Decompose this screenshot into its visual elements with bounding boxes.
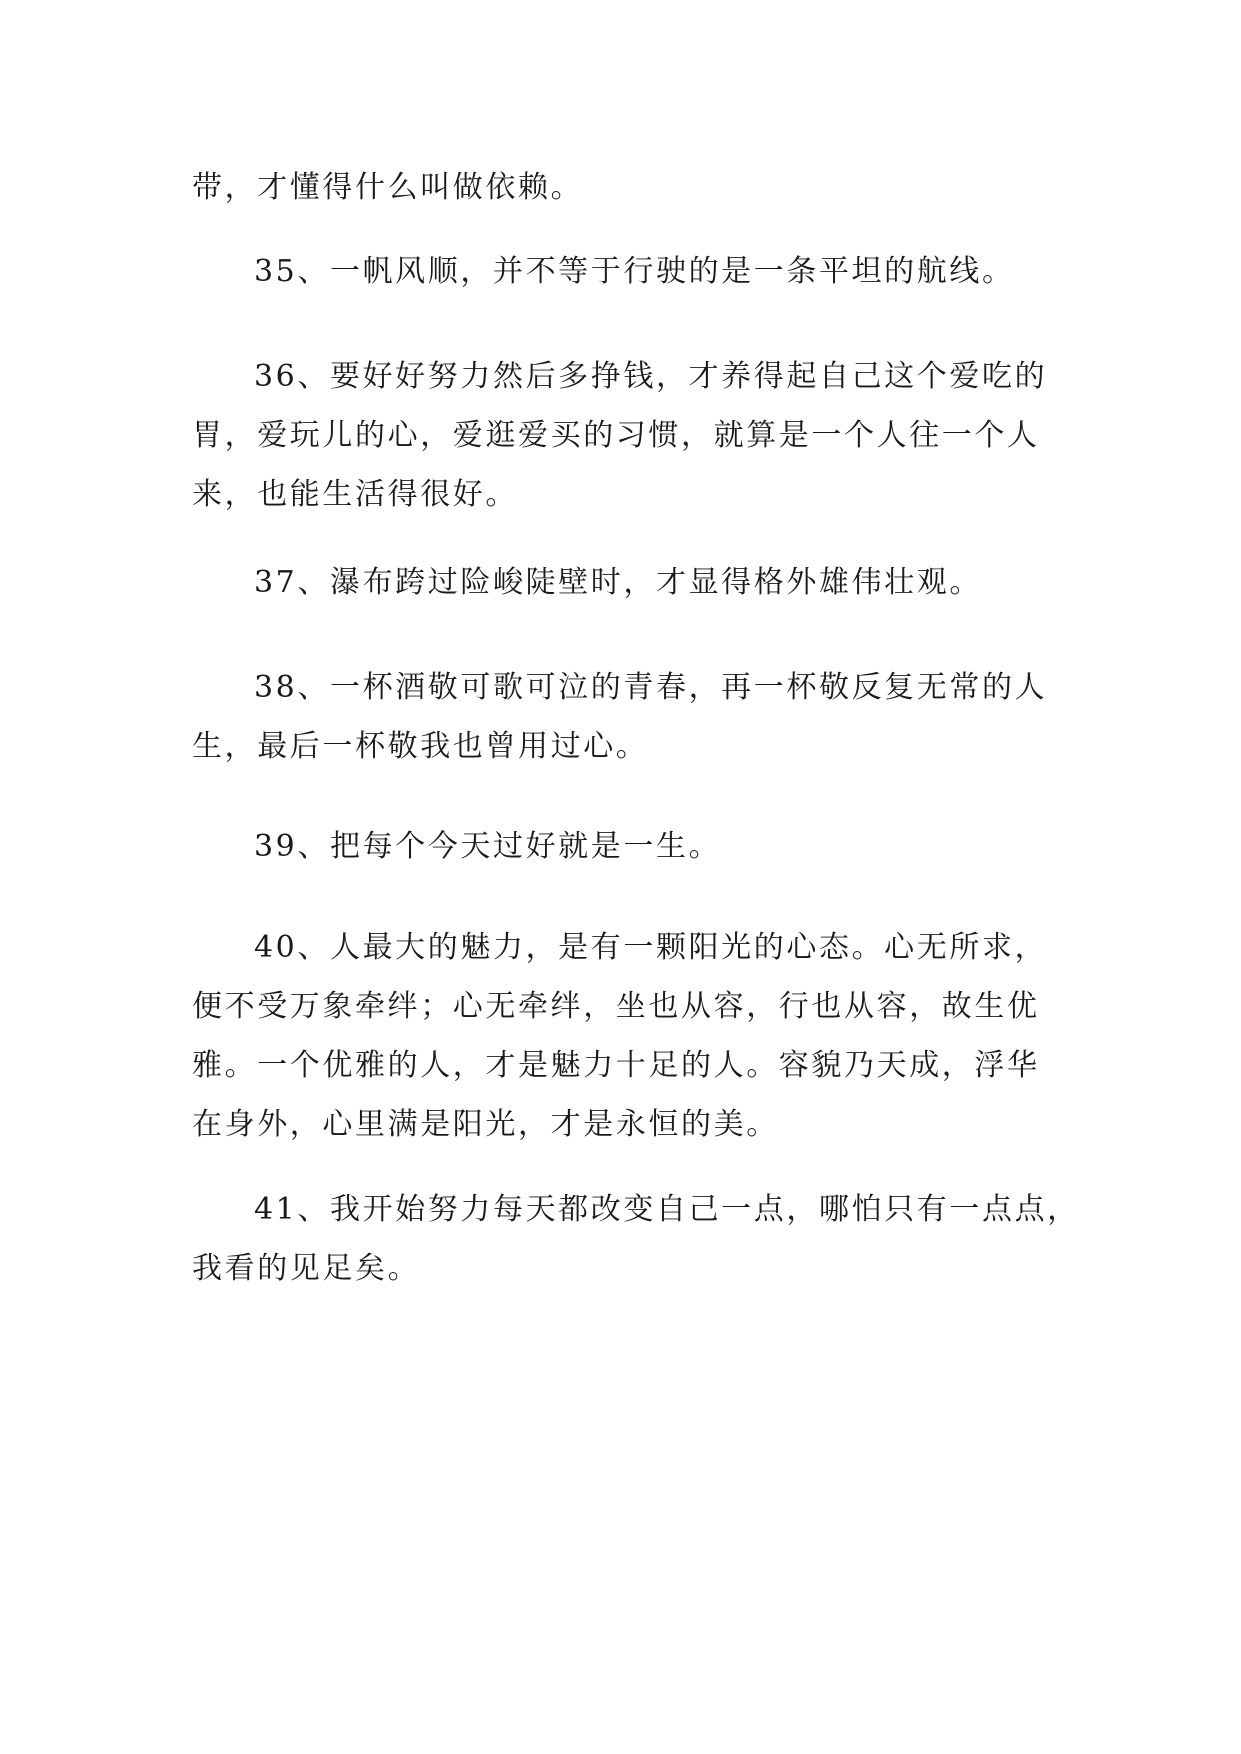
text-line: 在身外，心里满是阳光，才是永恒的美。 (192, 1107, 779, 1142)
paragraph-38 (192, 658, 1052, 776)
text-line: 38、一杯酒敬可歌可泣的青春，再一杯敬反复无常的人 (254, 670, 1048, 705)
paragraph-37 (192, 553, 1052, 612)
text-line: 35、一帆风顺，并不等于行驶的是一条平坦的航线。 (254, 254, 1015, 289)
paragraph-36 (192, 347, 1052, 524)
text-line: 雅。一个优雅的人，才是魅力十足的人。容貌乃天成，浮华 (192, 1048, 1040, 1083)
paragraph-40 (192, 918, 1052, 1154)
paragraph-35 (192, 242, 1052, 301)
text-line: 来，也能生活得很好。 (192, 477, 518, 512)
text-line: 带，才懂得什么叫做依赖。 (192, 170, 584, 205)
text-line: 我看的见足矣。 (192, 1251, 421, 1286)
text-line: 41、我开始努力每天都改变自己一点，哪怕只有一点点， (254, 1192, 1080, 1227)
text-line: 生，最后一杯敬我也曾用过心。 (192, 729, 649, 764)
text-line: 36、要好好努力然后多挣钱，才养得起自己这个爱吃的 (254, 359, 1048, 394)
text-line: 39、把每个今天过好就是一生。 (254, 829, 722, 864)
text-line: 37、瀑布跨过险峻陡壁时，才显得格外雄伟壮观。 (254, 565, 982, 600)
text-line: 40、人最大的魅力，是有一颗阳光的心态。心无所求， (254, 930, 1048, 965)
text-line: 胃，爱玩儿的心，爱逛爱买的习惯，就算是一个人往一个人 (192, 418, 1040, 453)
paragraph-39 (192, 817, 1052, 876)
paragraph-34-continuation (192, 158, 1052, 217)
paragraph-41 (192, 1180, 1080, 1298)
text-line: 便不受万象牵绊；心无牵绊，坐也从容，行也从容，故生优 (192, 989, 1040, 1024)
